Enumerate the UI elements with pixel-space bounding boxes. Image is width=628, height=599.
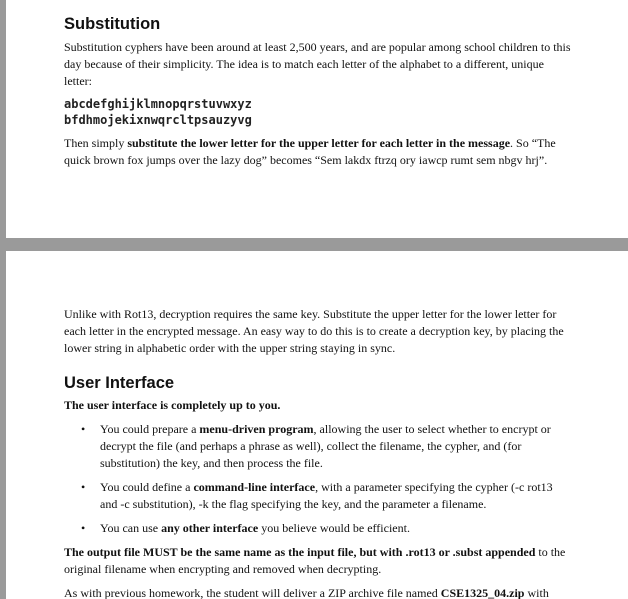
bullet-bold: command-line interface bbox=[193, 480, 316, 494]
substitution-heading: Substitution bbox=[64, 15, 161, 33]
document-page-1 bbox=[6, 0, 628, 238]
bullet-bold: any other interface bbox=[161, 521, 259, 535]
bullet-dot: • bbox=[81, 422, 86, 436]
homework-post: with bbox=[524, 586, 549, 599]
bullet-pre: You could define a bbox=[100, 480, 194, 494]
output-post: to the original filename when encrypting and removed when decrypting. bbox=[64, 545, 566, 576]
bullet-post: you believe would be efficient. bbox=[258, 521, 410, 535]
output-file-paragraph bbox=[64, 544, 572, 578]
bullet-dot: • bbox=[81, 521, 86, 535]
substitution-example-paragraph bbox=[64, 135, 572, 169]
user-interface-heading: User Interface bbox=[64, 374, 175, 392]
homework-paragraph bbox=[64, 585, 572, 599]
bullet-post: , allowing the user to select whether to encrypt or decrypt the file (and perhaps a phrase as well), collect the filename, the cypher, and (for substitution) the key, and then process the file. bbox=[100, 422, 551, 470]
bullet-pre: You can use bbox=[100, 521, 162, 535]
page-2-content bbox=[64, 306, 572, 599]
lower-key-string: bfdhmojekixnwqrcltpsauzyvg bbox=[64, 113, 252, 127]
homework-pre: As with previous homework, the student will deliver a ZIP archive file named bbox=[64, 586, 441, 599]
ui-bold-line bbox=[64, 397, 572, 414]
upper-key-string: abcdefghijklmnopqrstuvwxyz bbox=[64, 97, 252, 111]
para2-bold: substitute the lower letter for the upper letter for each letter in the message bbox=[127, 136, 511, 150]
list-item-menu-driven bbox=[64, 421, 572, 472]
bullet-bold: menu-driven program bbox=[199, 422, 314, 436]
para2-pre: Then simply bbox=[64, 136, 128, 150]
page-1-content bbox=[64, 15, 572, 169]
decryption-paragraph: Unlike with Rot13, decryption requires the same key. Substitute the upper letter for the lower letter for each letter in the encrypted message. An easy way to do this is to create a decryption key, by placing the lower string in alphabetic order with the upper string staying in sync. bbox=[64, 307, 564, 355]
output-bold: The output file MUST be the same name as the input file, but with .rot13 or .subst appended bbox=[64, 545, 536, 559]
ui-bold-text: The user interface is completely up to you. bbox=[64, 398, 281, 412]
document-page-2 bbox=[6, 251, 628, 599]
para2-post: . So “The quick brown fox jumps over the lazy dog” becomes “Sem lakdx ftrzq ory iawcp rumt sem nbgv hrj”. bbox=[64, 136, 556, 167]
list-item-command-line bbox=[64, 479, 572, 513]
bullet-post: , with a parameter specifying the cypher (-c rot13 and -c substitution), -k the flag specifying the key, and the parameter a filename. bbox=[100, 480, 553, 511]
bullet-dot: • bbox=[81, 480, 86, 494]
list-item-other-interface bbox=[64, 520, 572, 537]
interface-options-list bbox=[64, 421, 572, 537]
substitution-intro: Substitution cyphers have been around at least 2,500 years, and are popular among school children to this day because of their simplicity. The idea is to match each letter of the alphabet to a different, unique letter: bbox=[64, 40, 571, 88]
homework-bold: CSE1325_04.zip bbox=[440, 586, 525, 599]
bullet-pre: You could prepare a bbox=[100, 422, 200, 436]
